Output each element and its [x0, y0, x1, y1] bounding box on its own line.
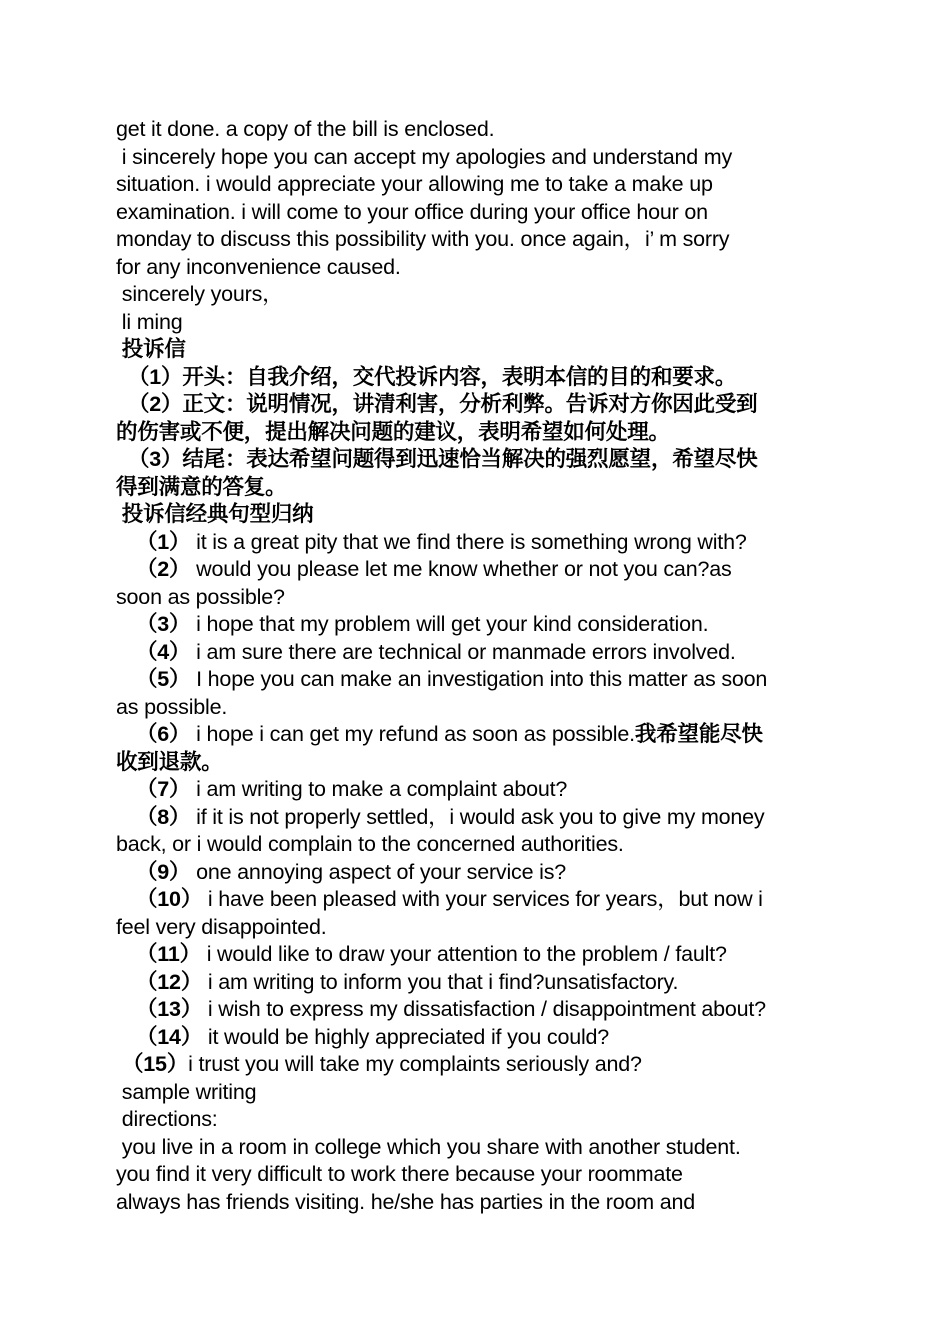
section-heading: 投诉信: [116, 337, 186, 361]
text-line: examination. i will come to your office during your office hour on: [116, 199, 708, 224]
sentence-item: （5） I hope you can make an investigation into this matter as soon: [136, 667, 768, 691]
sentence-item-cont: back, or i would complain to the concerned authorities.: [116, 832, 624, 856]
sentence-item-cont: soon as possible?: [116, 584, 285, 609]
text-line: you live in a room in college which you share with another student.: [116, 1134, 741, 1159]
text-line: for any inconvenience caused.: [116, 254, 401, 279]
sentence-item: （13） i wish to express my dissatisfaction / disappointment about?: [136, 997, 766, 1021]
sentence-item: （3） i hope that my problem will get your kind consideration.: [136, 612, 709, 636]
sentence-item: （15）i trust you will take my complaints seriously and?: [122, 1052, 642, 1076]
outline-item: （1）开头：自我介绍，交代投诉内容，表明本信的目的和要求。: [128, 364, 737, 389]
sentence-item: （1） it is a great pity that we find there is something wrong with?: [136, 529, 747, 554]
sentence-item: （7） i am writing to make a complaint about?: [136, 777, 568, 801]
section-heading: 投诉信经典句型归纳: [116, 502, 314, 526]
text-line: situation. i would appreciate your allowing me to take a make up: [116, 172, 713, 196]
text-line: directions:: [116, 1107, 218, 1131]
document-page: [116, 116, 846, 1216]
text-line: sample writing: [116, 1079, 257, 1104]
text-line: i sincerely hope you can accept my apologies and understand my: [116, 144, 733, 169]
outline-item: （3）结尾：表达希望问题得到迅速恰当解决的强烈愿望，希望尽快: [128, 447, 758, 471]
sentence-list: [116, 529, 846, 1052]
sentence-item: （2） would you please let me know whether or not you can?as: [136, 557, 732, 581]
sentence-item: （6） i hope i can get my refund as soon as possible.我希望能尽快: [136, 722, 763, 746]
sentence-item: （9） one annoying aspect of your service is?: [136, 859, 567, 884]
sentence-item: （10） i have been pleased with your services for years，but now i: [136, 887, 763, 911]
outline-item-cont: 的伤害或不便，提出解决问题的建议，表明希望如何处理。: [116, 419, 670, 444]
sentence-item-cont: as possible.: [116, 694, 228, 719]
sentence-item: （8） if it is not properly settled，i would ask you to give my money: [136, 804, 765, 829]
text-line: monday to discuss this possibility with you. once again，i’ m sorry: [116, 227, 730, 251]
sentence-item: （12） i am writing to inform you that i find?unsatisfactory.: [136, 969, 679, 994]
signature-line: li ming: [116, 309, 183, 334]
sentence-item: （14） it would be highly appreciated if you could?: [136, 1024, 610, 1049]
text-line: get it done. a copy of the bill is enclosed.: [116, 117, 495, 141]
text-line: you find it very difficult to work there because your roommate: [116, 1162, 683, 1186]
sentence-item: （11） i would like to draw your attention to the problem / fault?: [136, 942, 727, 966]
sentence-item-cont: 收到退款。: [116, 749, 223, 774]
sentence-item: （4） i am sure there are technical or manmade errors involved.: [136, 639, 736, 664]
outline-item: （2）正文：说明情况，讲清利害，分析利弊。告诉对方你因此受到: [128, 392, 758, 416]
sentence-item-cont: feel very disappointed.: [116, 914, 327, 939]
closing-line: sincerely yours，: [116, 282, 284, 306]
text-line: always has friends visiting. he/she has parties in the room and: [116, 1189, 695, 1214]
outline-item-cont: 得到满意的答复。: [116, 474, 287, 499]
